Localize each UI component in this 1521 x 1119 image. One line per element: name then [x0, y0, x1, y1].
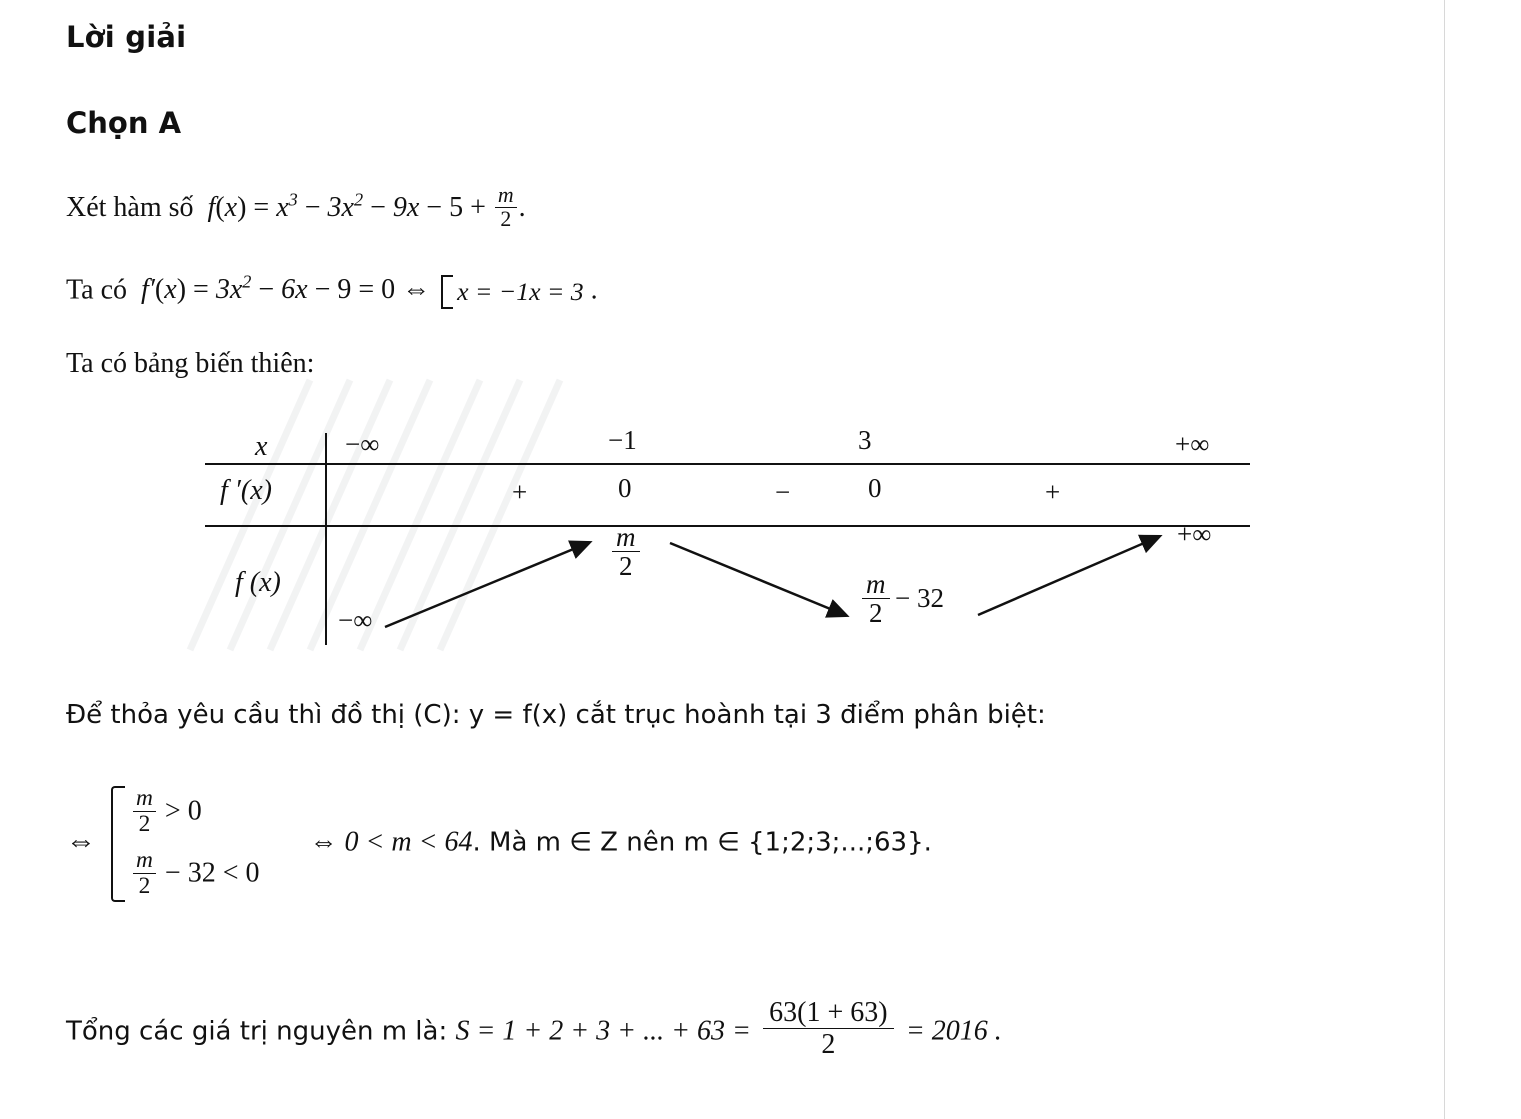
inequality-1-denominator: 2: [133, 811, 156, 837]
inequality-2-numerator: m: [136, 847, 153, 874]
inequality-1-numerator: m: [136, 785, 153, 811]
page-title: Lời giải: [66, 20, 187, 54]
table-f-local-min-tail: − 32: [895, 583, 944, 613]
table-f-local-min-numerator: m: [866, 569, 886, 599]
table-vline: [325, 433, 327, 645]
sum-fraction-denominator: 2: [763, 1028, 893, 1060]
table-hline-top: [205, 463, 1250, 465]
inequality-system: [103, 782, 260, 906]
inequality-1-fraction: [133, 786, 156, 836]
root-case-2: x = 3: [529, 277, 584, 307]
sum-fraction: [763, 997, 893, 1061]
sum-result: = 2016 .: [905, 1015, 1002, 1047]
inequality-row-2: [131, 844, 260, 906]
derivative-formula: $f'(x) = 3x^2 - 6x - 9 = 0$ ⇔: [134, 272, 431, 306]
variation-table: [140, 415, 1250, 650]
function-definition-formula: $f(x) = x^3 - 3x^2 - 9x - 5$ + $\frac{m}{2}$ .: [200, 183, 526, 231]
inequality-2-denominator: 2: [133, 873, 156, 899]
function-definition-prefix: Xét hàm số: [66, 191, 194, 223]
derivative-roots-cases: [441, 273, 584, 310]
page-right-rule: [1444, 0, 1445, 1119]
condition-paragraph: Để thỏa yêu cầu thì đồ thị (C): y = f(x) cắt trục hoành tại 3 điểm phân biệt:: [66, 700, 1046, 730]
inequality-1-relation: > 0: [164, 795, 202, 827]
sum-fraction-numerator: 63(1 + 63): [769, 997, 888, 1028]
table-f-local-max: [612, 523, 640, 581]
table-x-value-1: −1: [608, 425, 637, 455]
system-result: 0 < m < 64: [344, 826, 473, 858]
answer-choice-heading: Chọn A: [66, 106, 182, 140]
sum-expression: S = 1 + 2 + 3 + ... + 63 =: [455, 1015, 751, 1047]
table-sign-2: −: [775, 477, 791, 507]
table-f-local-min: [862, 570, 890, 628]
table-f-right-limit: +∞: [1177, 519, 1212, 549]
table-intro-line: Ta có bảng biến thiên:: [66, 348, 315, 379]
inequality-2-relation: − 32 < 0: [164, 857, 260, 889]
function-definition-line: [66, 183, 526, 233]
table-x-value-2: 3: [858, 425, 872, 455]
root-case-1: x = −1: [457, 277, 530, 307]
table-row-label-x: x: [255, 431, 268, 462]
system-result-symbol: ⇔: [309, 826, 338, 858]
table-hline-middle: [205, 525, 1250, 527]
table-x-value-0: −∞: [345, 429, 380, 459]
table-sign-3: 0: [868, 473, 882, 503]
table-f-local-max-numerator: m: [616, 522, 636, 552]
system-result-tail: . Mà m ∈ Z nên m ∈ {1;2;3;...;63}.: [472, 827, 932, 858]
table-row-label-fprime: f ′(x): [220, 475, 272, 506]
table-row-label-f: f (x): [235, 567, 281, 598]
sum-line-block: [66, 997, 1002, 1064]
inequality-system-block: [66, 782, 932, 906]
inequality-row-1: [131, 782, 260, 844]
sum-label: Tổng các giá trị nguyên m là:: [66, 1016, 448, 1047]
system-iff-symbol: ⇔: [66, 824, 96, 858]
table-sign-0: +: [512, 477, 528, 507]
inequality-2-fraction: [133, 848, 156, 898]
derivative-prefix: Ta có: [66, 274, 128, 306]
table-x-value-3: +∞: [1175, 429, 1210, 459]
table-arrows: [140, 415, 1250, 650]
table-f-left-limit: −∞: [338, 605, 373, 635]
table-sign-1: 0: [618, 473, 632, 503]
table-f-local-max-denominator: 2: [612, 551, 640, 580]
solution-content: [66, 0, 1446, 1061]
table-f-local-min-denominator: 2: [862, 598, 890, 627]
derivative-period: .: [583, 274, 598, 306]
derivative-line: [66, 272, 598, 311]
table-sign-4: +: [1045, 477, 1061, 507]
